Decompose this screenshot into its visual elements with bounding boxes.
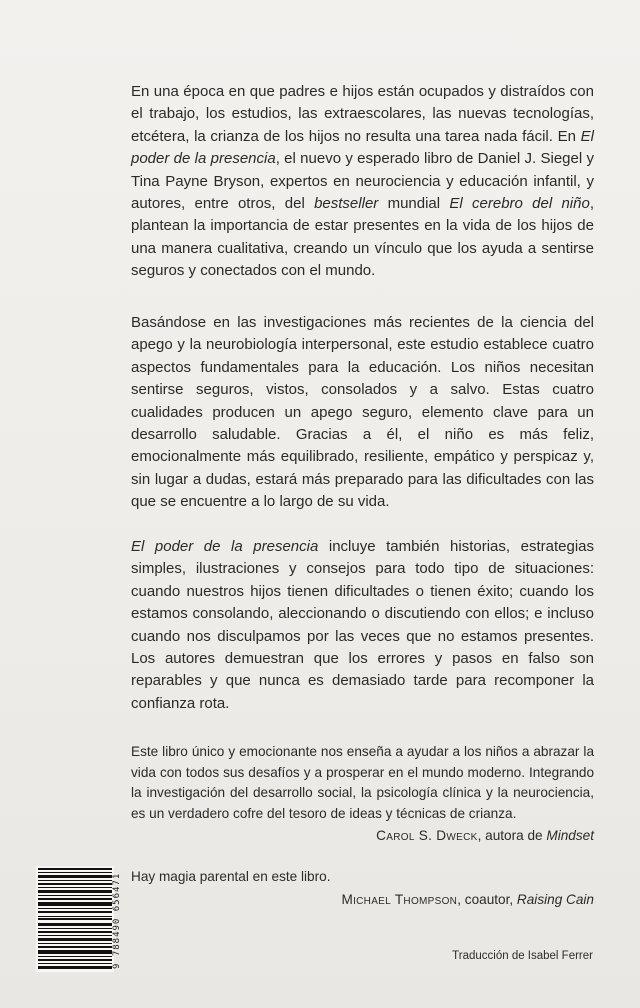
p1-bestseller: bestseller xyxy=(314,195,379,213)
isbn-barcode xyxy=(36,866,114,972)
quote2-role: , coautor, xyxy=(457,891,517,907)
quote1-work: Mindset xyxy=(546,828,594,843)
p1-book-title: El poder de la presencia xyxy=(131,127,594,168)
synopsis-paragraph-2 xyxy=(131,312,594,514)
p2-text: Basándose en las investigaciones más recientes de la ciencia del apego y la neurobiología interpersonal, este estudio establece cuatro aspectos fundamentales para la educación. Los niños necesitan sentirse seguros, vistos, consolados y a salvo. Estas cuatro cualidades producen un apego seguro, elemento clave para un desarrollo saludable. Gracias a él, el niño es más feliz, emocionalmente más equilibrado, resiliente, empático y perspicaz y, sin lugar a dudas, estará más preparado para las dificultades con las que se encuentre a lo largo de su vida. xyxy=(131,314,594,511)
p1-text-2: , el nuevo y esperado libro de Daniel J. Siegel y Tina Payne Bryson, expertos en neurociencia y educación infantil, y autores, entre otros, del xyxy=(131,150,594,213)
isbn-digits: 9 788490 656471 xyxy=(112,872,122,970)
quote2-work: Raising Cain xyxy=(516,891,594,907)
quote1-role: , autora de xyxy=(477,828,547,843)
translation-credit: Traducción de Isabel Ferrer xyxy=(452,950,593,962)
p1-text-4: , plantean la importancia de estar presentes en la vida de los hijos de una manera cualitativa, creando un vínculo que los ayuda a sentirse seguros y conectados con el mundo. xyxy=(131,195,594,280)
quote2-text: Hay magia parental en este libro. xyxy=(131,869,331,884)
quote2-author: Michael Thompson xyxy=(341,891,458,907)
blurb-quote-1 xyxy=(131,742,594,847)
quote1-text: Este libro único y emocionante nos enseña a ayudar a los niños a abrazar la vida con todos sus desafíos y a prosperar en el mundo moderno. Integrando la investigación del desarrollo social, la psicología clínica y la neurociencia, es un verdadero cofre del tesoro de ideas y técnicas de crianza. xyxy=(131,744,594,821)
synopsis-paragraph-1 xyxy=(131,81,594,283)
p1-text-1: En una época en que padres e hijos están ocupados y distraídos con el trabajo, los estudios, las extraescolares, las nuevas tecnologías, etcétera, la crianza de los hijos no resulta una tarea nada fácil. En xyxy=(131,83,594,145)
p1-other-book-title: El cerebro del niño xyxy=(449,195,590,213)
quote1-attribution xyxy=(131,826,594,847)
p3-book-title: El poder de la presencia xyxy=(131,538,319,555)
p3-text: incluye también historias, estrategias simples, ilustraciones y consejos para todo tipo de situaciones: cuando nuestros hijos tienen dificultades o tienen éxito; cuando los estamos consolando, aleccionando o discutiendo con ellos; e incluso cuando nos disculpamos por las veces que no estamos presentes. Los autores demuestran que los errores y pasos en falso son reparables y que nunca es demasiado tarde para recomponer la confianza rota. xyxy=(131,538,594,712)
quote2-attribution xyxy=(131,890,594,911)
p1-text-3: mundial xyxy=(378,195,450,213)
quote1-author: Carol S. Dweck xyxy=(376,828,478,843)
synopsis-paragraph-3 xyxy=(131,536,594,715)
blurb-quote-2 xyxy=(131,867,594,910)
